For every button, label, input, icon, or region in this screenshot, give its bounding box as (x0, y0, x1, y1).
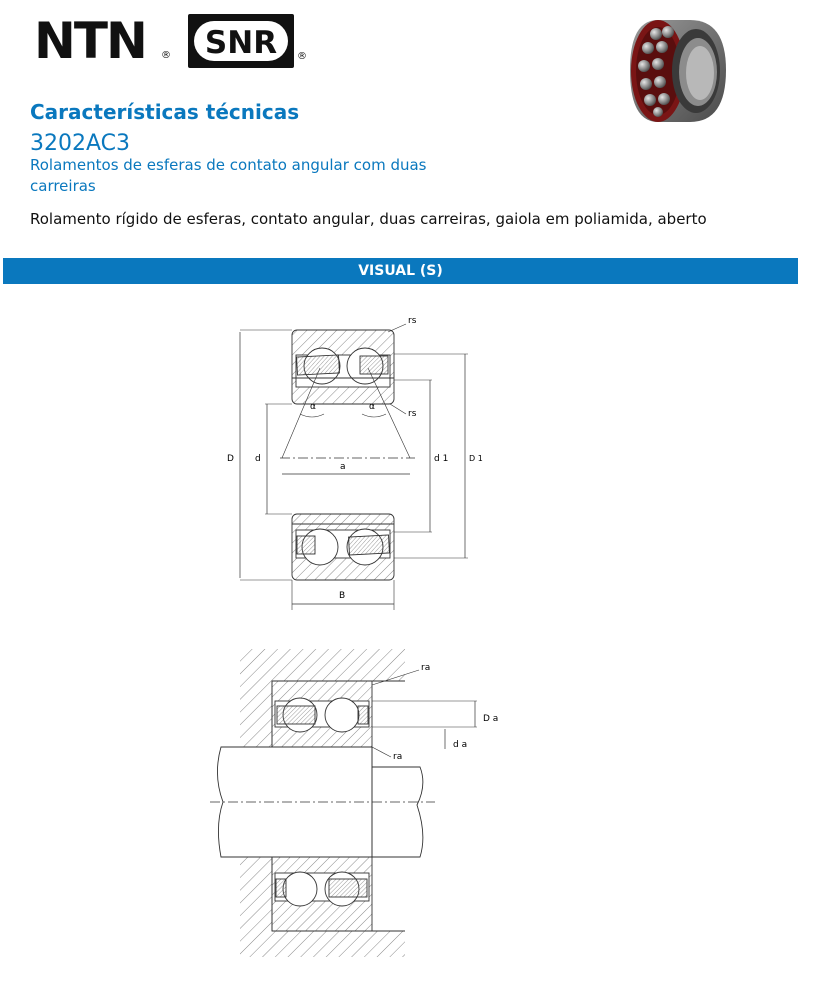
section-header-visual: VISUAL (S) (3, 258, 798, 284)
label-a: a (340, 462, 346, 472)
bearing-3d-icon (628, 12, 732, 128)
label-Da: D a (483, 714, 499, 724)
label-rs-side: rs (408, 409, 417, 419)
mounting-dimension-drawing (205, 645, 505, 960)
label-D1: D 1 (469, 454, 483, 463)
label-alpha-left: α (310, 402, 316, 412)
label-ra-top: ra (421, 663, 431, 673)
snr-logo-text: SNR (204, 25, 278, 61)
snr-logo (188, 14, 308, 68)
bearing-dimension-drawing (220, 308, 510, 618)
page-title: Características técnicas (30, 100, 300, 124)
label-alpha-right: α (369, 402, 375, 412)
label-d1: d 1 (434, 454, 449, 464)
label-da: d a (453, 740, 468, 750)
product-type: Rolamentos de esferas de contato angular com duas carreiras (30, 156, 427, 195)
product-code: 3202AC3 (30, 131, 131, 156)
registered-mark: ® (297, 51, 307, 62)
ntn-logo-text: NTN (34, 14, 146, 66)
registered-mark: ® (161, 50, 171, 61)
label-d: d (255, 454, 261, 464)
label-ra-bottom: ra (393, 752, 403, 762)
label-D: D (227, 454, 234, 464)
label-rs-top: rs (408, 316, 417, 326)
label-B: B (339, 591, 346, 601)
product-description: Rolamento rígido de esferas, contato angular, duas carreiras, gaiola em poliamida, aberto (30, 210, 707, 228)
ntn-logo (34, 14, 174, 66)
